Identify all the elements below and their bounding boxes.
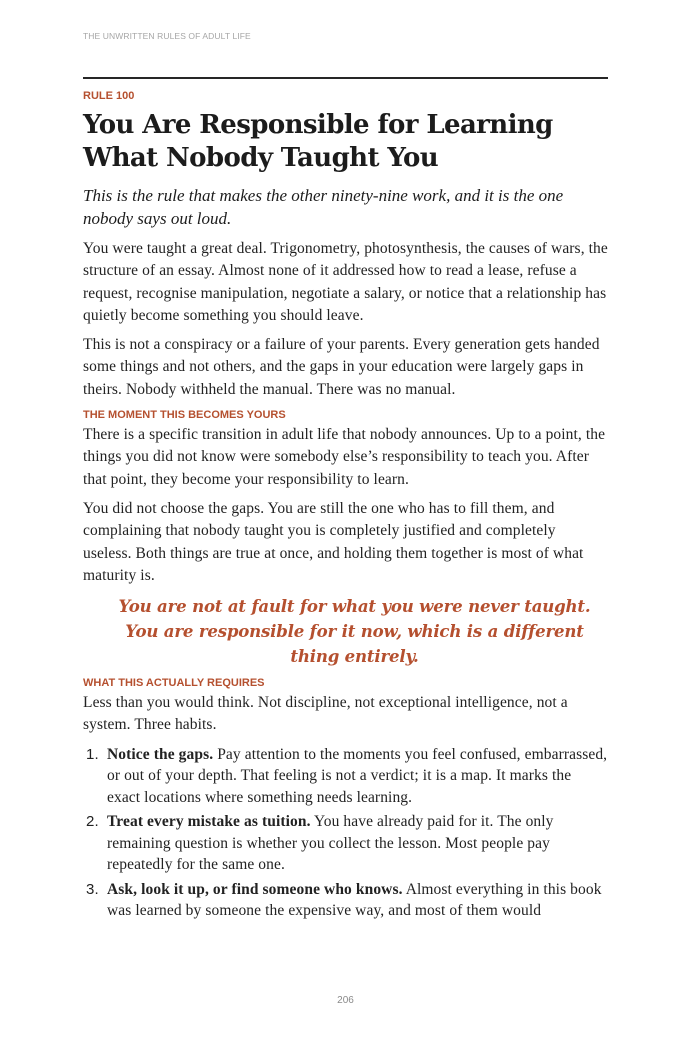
list-item-text: Pay attention to the moments you feel confused, embarrassed, or out of your depth. That feeling is not a verdict; it is a map. It marks the exact locations where something needs learning. bbox=[107, 745, 608, 806]
list-item bbox=[83, 811, 608, 876]
list-item-text: You have already paid for it. The only remaining question is whether you collect the lesson. Most people pay repeatedly for the same one. bbox=[107, 813, 554, 874]
chapter-title: You Are Responsible for Learning What Nobody Taught You bbox=[83, 110, 553, 173]
list-number: 3. bbox=[86, 880, 99, 898]
section-heading: THE MOMENT THIS BECOMES YOURS bbox=[83, 409, 286, 422]
header-rule bbox=[83, 77, 608, 79]
chapter-lede: This is the rule that makes the other ninety-nine work, and it is the one nobody says out loud. bbox=[83, 186, 564, 228]
list-item-lead: Ask, look it up, or find someone who knows. bbox=[107, 880, 403, 898]
list-item bbox=[83, 879, 608, 922]
running-head: THE UNWRITTEN RULES OF ADULT LIFE bbox=[83, 31, 251, 41]
chapter-kicker: RULE 100 bbox=[83, 90, 135, 102]
body-paragraph: Less than you would think. Not discipline, not exceptional intelligence, not a system. Three habits. bbox=[83, 694, 568, 734]
list-item bbox=[83, 744, 608, 809]
page-body bbox=[83, 89, 608, 925]
section-heading: WHAT THIS ACTUALLY REQUIRES bbox=[83, 677, 265, 690]
page-number: 206 bbox=[337, 995, 354, 1006]
list-number: 1. bbox=[86, 745, 99, 763]
body-paragraph: This is not a conspiracy or a failure of your parents. Every generation gets handed some things and not others, and the gaps in your education were largely gaps in theirs. Nobody withheld the manual. There was no manual. bbox=[83, 336, 600, 398]
body-paragraph: You did not choose the gaps. You are still the one who has to fill them, and complaining that nobody taught you is completely justified and completely useless. Both things are true at once, and holding them together is most of what maturity is. bbox=[83, 499, 584, 584]
list-item-lead: Treat every mistake as tuition. bbox=[107, 813, 311, 831]
pull-quote: You are not at fault for what you were never taught. You are responsible for it now, which is a different thing entirely. bbox=[118, 596, 591, 667]
list-item-lead: Notice the gaps. bbox=[107, 745, 214, 763]
list-number: 2. bbox=[86, 813, 99, 831]
list-item-text: Almost everything in this book was learned by someone the expensive way, and most of them would bbox=[107, 880, 602, 920]
body-paragraph: You were taught a great deal. Trigonometry, photosynthesis, the causes of wars, the structure of an essay. Almost none of it addressed how to read a lease, refuse a request, recognise manipulation, negotiate a salary, or notice that a relationship has quietly become something you should leave. bbox=[83, 240, 608, 324]
habit-list bbox=[83, 744, 608, 922]
body-paragraph: There is a specific transition in adult life that nobody announces. Up to a point, the things you did not know were somebody else’s responsibility to teach you. After that point, they become your responsibility to learn. bbox=[83, 426, 606, 488]
